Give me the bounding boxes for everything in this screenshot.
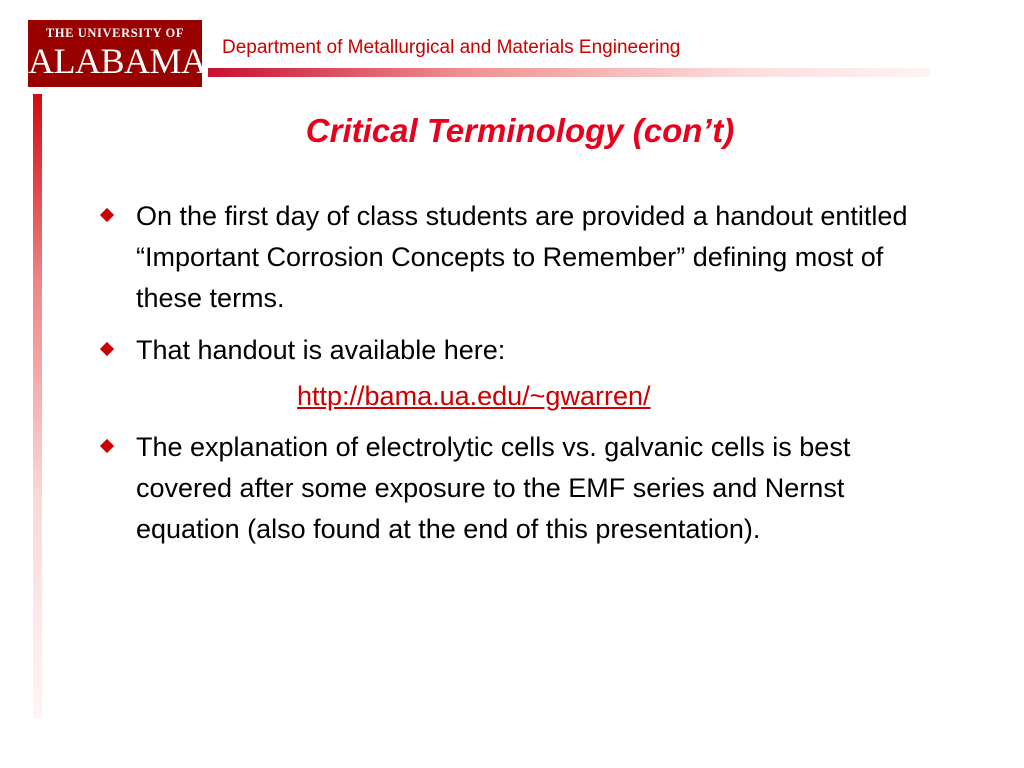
handout-link[interactable]: http://bama.ua.edu/~gwarren/ [297,381,651,411]
diamond-bullet-icon [100,342,114,356]
bullet-1: On the first day of class students are provided a handout entitled “Important Corrosion Concepts to Remember” defining most of these terms. [136,201,908,313]
bullet-2: That handout is available here: [136,335,506,365]
bullet-3: The explanation of electrolytic cells vs. galvanic cells is best covered after some exposure to the EMF series and Nernst equation (also found at the end of this presentation). [136,432,851,544]
logo-line-1: THE UNIVERSITY OF [45,26,185,40]
university-logo [28,20,207,87]
department-name: Department of Metallurgical and Materials Engineering [222,37,681,58]
slide-title: Critical Terminology (con’t) [305,112,735,149]
diamond-bullet-icon [100,439,114,453]
diamond-bullet-icon [100,208,114,222]
header-divider [208,68,930,77]
side-divider [33,94,42,718]
logo-line-2: ALABAMA [28,41,207,81]
